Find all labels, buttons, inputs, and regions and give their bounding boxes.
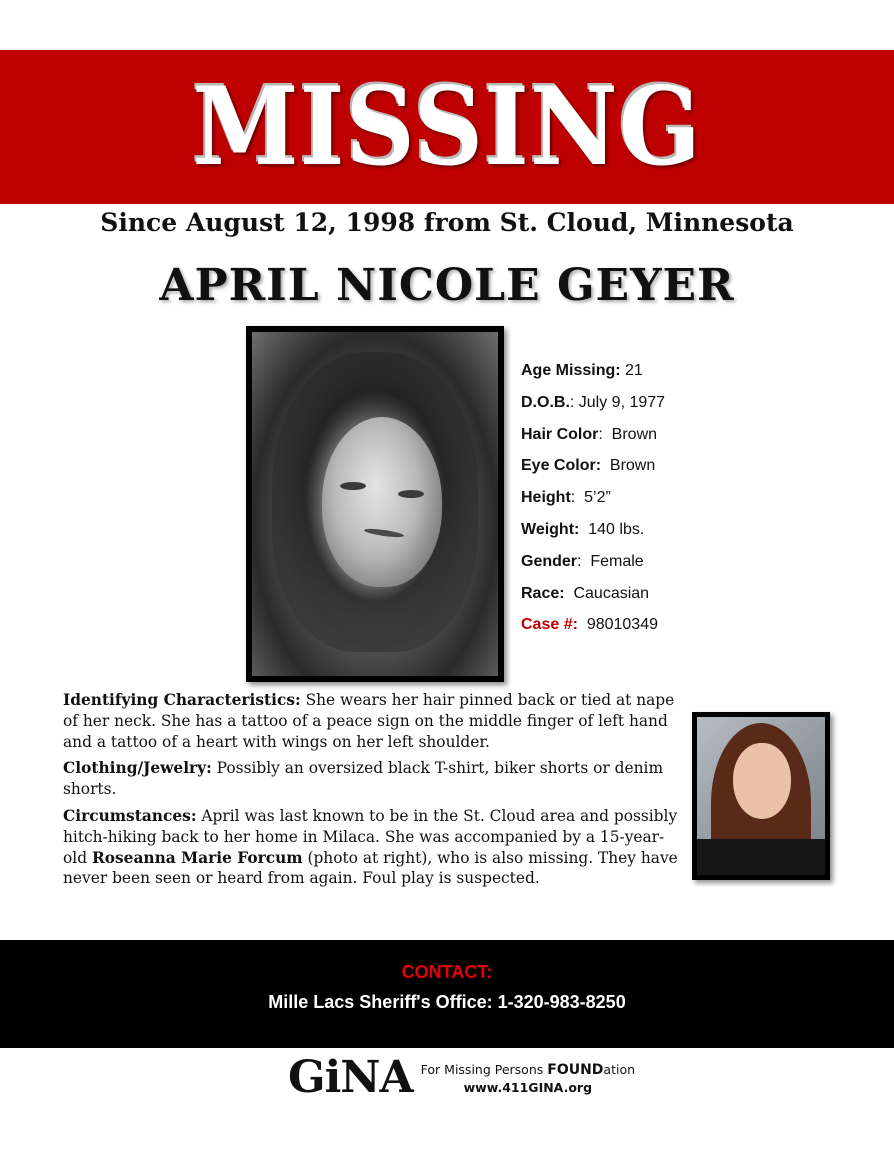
detail-race <box>521 581 665 613</box>
photo-eye <box>340 482 366 490</box>
section-text: (photo at right), who is also missing. They have never been seen or heard from again. Foul play is suspected. <box>63 848 678 888</box>
photo-eye <box>398 490 424 498</box>
section-text: Possibly an oversized black T-shirt, biker shorts or denim shorts. <box>63 759 664 799</box>
detail-gender <box>521 549 665 581</box>
section-text: April was last known to be in the St. Cloud area and possibly hitch-hiking back to her home in Milaca. She was accompanied by a 15-year-old <box>63 806 678 867</box>
identifying-characteristics <box>63 690 683 752</box>
contact-title: CONTACT: <box>401 962 493 982</box>
section-text: She wears her hair pinned back or tied at nape of her neck. She has a tattoo of a peace sign on the middle finger of left hand and a tattoo of a heart with wings on her left shoulder. <box>63 691 675 751</box>
tagline <box>421 1061 635 1079</box>
detail-label: D.O.B. <box>521 393 570 411</box>
detail-eye <box>521 453 665 485</box>
detail-dob <box>521 390 665 422</box>
section-label: Circumstances: <box>63 806 197 825</box>
section-label: Clothing/Jewelry: <box>63 759 212 778</box>
detail-value: : Female <box>577 552 644 570</box>
missing-banner <box>0 50 894 204</box>
detail-weight <box>521 517 665 549</box>
detail-label: Gender <box>521 552 578 570</box>
detail-value: : Brown <box>598 425 658 443</box>
missing-since-line: Since August 12, 1998 from St. Cloud, Minnesota <box>100 208 794 237</box>
tagline-post: ation <box>603 1061 636 1077</box>
detail-age <box>521 358 665 390</box>
detail-value: Caucasian <box>564 584 650 602</box>
clothing-jewelry <box>63 758 683 800</box>
detail-label: Hair Color <box>521 425 599 443</box>
detail-value: 98010349 <box>577 616 658 634</box>
detail-label: Weight: <box>521 520 580 538</box>
detail-value: 21 <box>620 362 643 379</box>
detail-case-number <box>521 612 665 644</box>
detail-value: Brown <box>601 457 656 475</box>
gina-logo[interactable] <box>288 1052 636 1103</box>
detail-value: : July 9, 1977 <box>569 393 666 411</box>
tagline-bold: FOUND <box>547 1061 604 1078</box>
gina-tagline <box>421 1061 635 1096</box>
person-name: APRIL NICOLE GEYER <box>159 260 735 311</box>
detail-height <box>521 485 665 517</box>
detail-label: Eye Color: <box>521 457 602 475</box>
photo-face <box>733 743 791 819</box>
detail-value: : 5’2” <box>570 489 611 507</box>
photo-shirt <box>697 839 825 879</box>
details-list <box>521 358 665 644</box>
gina-logo-mark: GiNA <box>288 1052 413 1103</box>
detail-label: Race: <box>521 584 565 602</box>
companion-photo <box>692 712 830 880</box>
detail-hair <box>521 422 665 454</box>
gina-url-link[interactable]: www.411GINA.org <box>463 1079 593 1095</box>
description-text <box>63 690 683 895</box>
tagline-pre: For Missing Persons <box>420 1061 548 1077</box>
detail-label: Height <box>521 489 571 507</box>
contact-phone[interactable]: Mille Lacs Sheriff's Office: 1-320-983-8250 <box>268 992 626 1012</box>
photo-face <box>322 417 442 587</box>
missing-title: MISSING <box>192 63 702 190</box>
companion-name: Roseanna Marie Forcum <box>91 848 303 867</box>
detail-label: Age Missing: <box>521 362 621 379</box>
detail-label: Case #: <box>521 616 578 634</box>
circumstances <box>63 806 683 889</box>
main-photo <box>246 326 504 682</box>
section-label: Identifying Characteristics: <box>63 691 301 709</box>
detail-value: 140 lbs. <box>579 520 645 538</box>
